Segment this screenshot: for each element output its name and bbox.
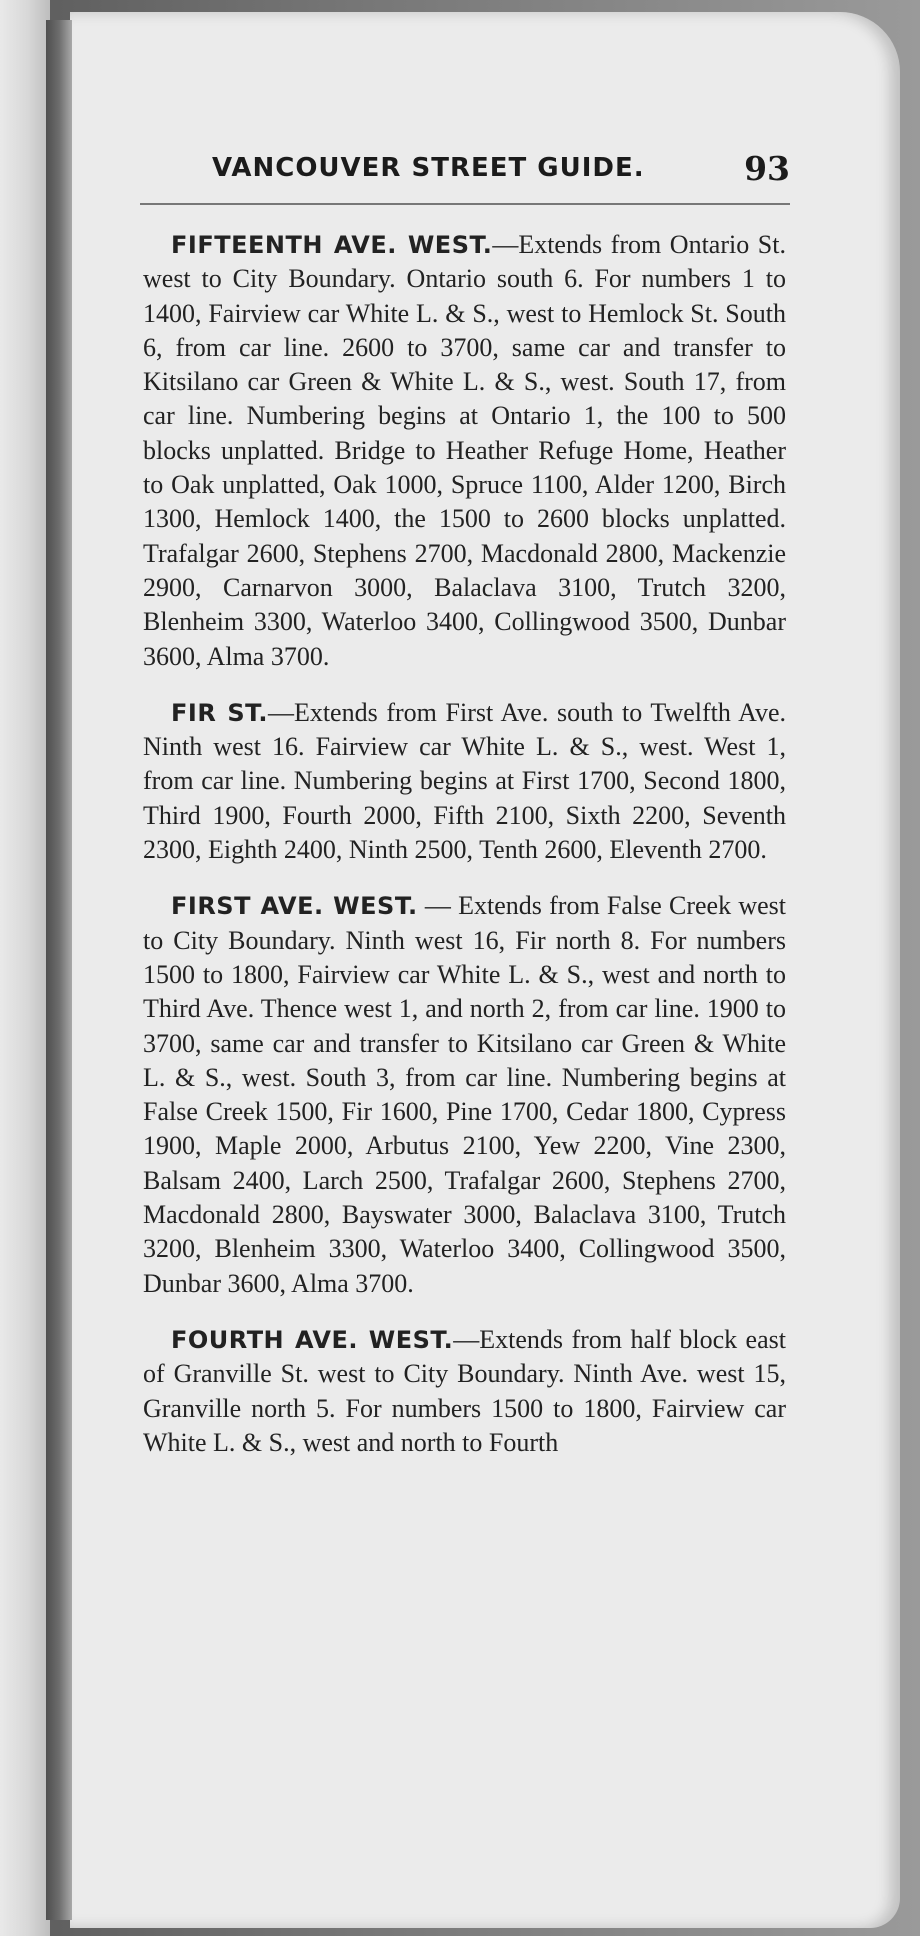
page-header	[140, 145, 790, 195]
header-rule	[140, 203, 790, 205]
street-entry-fourth-ave-west	[143, 1323, 786, 1460]
street-entry-fir-st	[143, 696, 786, 867]
running-title: VANCOUVER STREET GUIDE.	[212, 153, 645, 183]
entry-heading: FIFTEENTH AVE. WEST.	[171, 231, 493, 259]
street-entry-fifteenth-ave-west	[143, 228, 786, 674]
street-entries	[143, 228, 786, 1460]
street-entry-first-ave-west	[143, 889, 786, 1301]
page-number: 93	[744, 149, 790, 188]
facing-page-edge	[0, 0, 50, 1936]
entry-text: —Extends from half block east of Granville St. west to City Boundary. Ninth Ave. west 15, Granville north 5. For numbers 1500 to 1800, Fairview car White L. & S., west and north to Fourth	[143, 1324, 786, 1457]
entry-text: —Extends from First Ave. south to Twelfth Ave. Ninth west 16. Fairview car White L. & S., west. West 1, from car line. Numbering begins at First 1700, Second 1800, Third 1900, Fourth 2000, Fifth 2100, Sixth 2200, Seventh 2300, Eighth 2400, Ninth 2500, Tenth 2600, Eleventh 2700.	[143, 697, 786, 865]
entry-heading: FOURTH AVE. WEST.	[171, 1325, 454, 1354]
entry-heading: FIRST AVE. WEST.	[171, 892, 418, 921]
entry-text: —Extends from Ontario St. west to City Boundary. Ontario south 6. For numbers 1 to 1400, Fairview car White L. & S., west to Hemlock St. South 6, from car line. 2600 to 3700, same car and transfer to Kitsilano car Green & White L. & S., west. South 17, from car line. Numbering begins at Ontario 1, the 100 to 500 blocks unplatted. Bridge to Heather Refuge Home, Heather to Oak unplatted, Oak 1000, Spruce 1100, Alder 1200, Birch 1300, Hemlock 1400, the 1500 to 2600 blocks unplatted. Trafalgar 2600, Stephens 2700, Macdonald 2800, Mackenzie 2900, Carnarvon 3000, Balaclava 3100, Trutch 3200, Blenheim 3300, Waterloo 3400, Collingwood 3500, Dunbar 3600, Alma 3700.	[143, 230, 786, 671]
entry-text: — Extends from False Creek west to City Boundary. Ninth west 16, Fir north 8. For numbers 1500 to 1800, Fairview car White L. & S., west and north to Third Ave. Thence west 1, and north 2, from car line. 1900 to 3700, same car and transfer to Kitsilano car Green & White L. & S., west. South 3, from car line. Numbering begins at False Creek 1500, Fir 1600, Pine 1700, Cedar 1800, Cypress 1900, Maple 2000, Arbutus 2100, Yew 2200, Vine 2300, Balsam 2400, Larch 2500, Trafalgar 2600, Stephens 2700, Macdonald 2800, Bayswater 3000, Balaclava 3100, Trutch 3200, Blenheim 3300, Waterloo 3400, Collingwood 3500, Dunbar 3600, Alma 3700.	[143, 891, 786, 1298]
entry-heading: FIR ST.	[171, 698, 268, 727]
book-spine-shadow	[46, 20, 72, 1920]
